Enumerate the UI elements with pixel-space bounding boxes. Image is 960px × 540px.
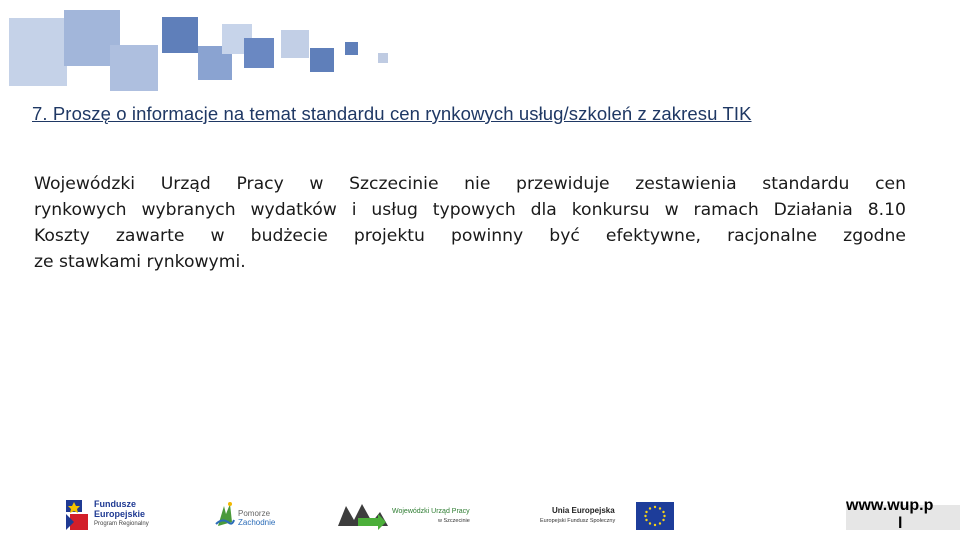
body-line: Wojewódzki Urząd Pracy w Szczecinie nie przewiduje zestawienia standardu cen xyxy=(34,174,906,194)
fe-logo-icon xyxy=(64,498,90,532)
unia-europejska-logo xyxy=(540,500,680,532)
eu-flag-icon xyxy=(636,502,674,530)
deco-square xyxy=(9,18,67,86)
deco-square xyxy=(378,53,388,63)
ue-logo-line1: Unia Europejska xyxy=(552,506,615,515)
website-url[interactable] xyxy=(846,497,956,533)
slide-title: 7. Proszę o informacje na temat standardu cen rynkowych usług/szkoleń z zakresu TIK xyxy=(32,103,752,124)
deco-square xyxy=(110,45,158,91)
wup-logo-line1: Wojewódzki Urząd Pracy xyxy=(392,508,470,515)
fe-logo-line1: Fundusze xyxy=(94,499,136,509)
fundusze-europejskie-logo xyxy=(64,496,164,536)
fe-logo-line2: Europejskie xyxy=(94,509,146,519)
body-line: rynkowych wybranych wydatków i usług typowych dla konkursu w ramach Działania 8.10 xyxy=(34,200,906,220)
deco-square xyxy=(244,38,274,68)
deco-square xyxy=(310,48,334,72)
body-line: ze stawkami rynkowymi. xyxy=(34,252,246,272)
footer-logos xyxy=(0,490,960,540)
deco-square xyxy=(162,17,198,53)
pomorze-logo-line1: Pomorze xyxy=(238,509,271,518)
pomorze-zachodnie-logo xyxy=(214,500,284,532)
ue-logo-line2: Europejski Fundusz Społeczny xyxy=(540,518,616,524)
body-line: Koszty zawarte w budżecie projektu powinny być efektywne, racjonalne zgodne xyxy=(34,226,906,246)
pomorze-logo-icon xyxy=(214,500,236,528)
wup-logo xyxy=(338,500,483,532)
deco-square xyxy=(281,30,309,58)
deco-square xyxy=(345,42,358,55)
wup-logo-line2: w Szczecinie xyxy=(438,518,470,524)
wup-logo-icon xyxy=(338,500,388,530)
slide-body xyxy=(34,171,906,275)
website-url-line2: l xyxy=(898,515,903,532)
pomorze-logo-line2: Zachodnie xyxy=(238,518,276,527)
website-url-line1: www.wup.p xyxy=(846,497,934,514)
fe-logo-line3: Program Regionalny xyxy=(94,521,149,527)
